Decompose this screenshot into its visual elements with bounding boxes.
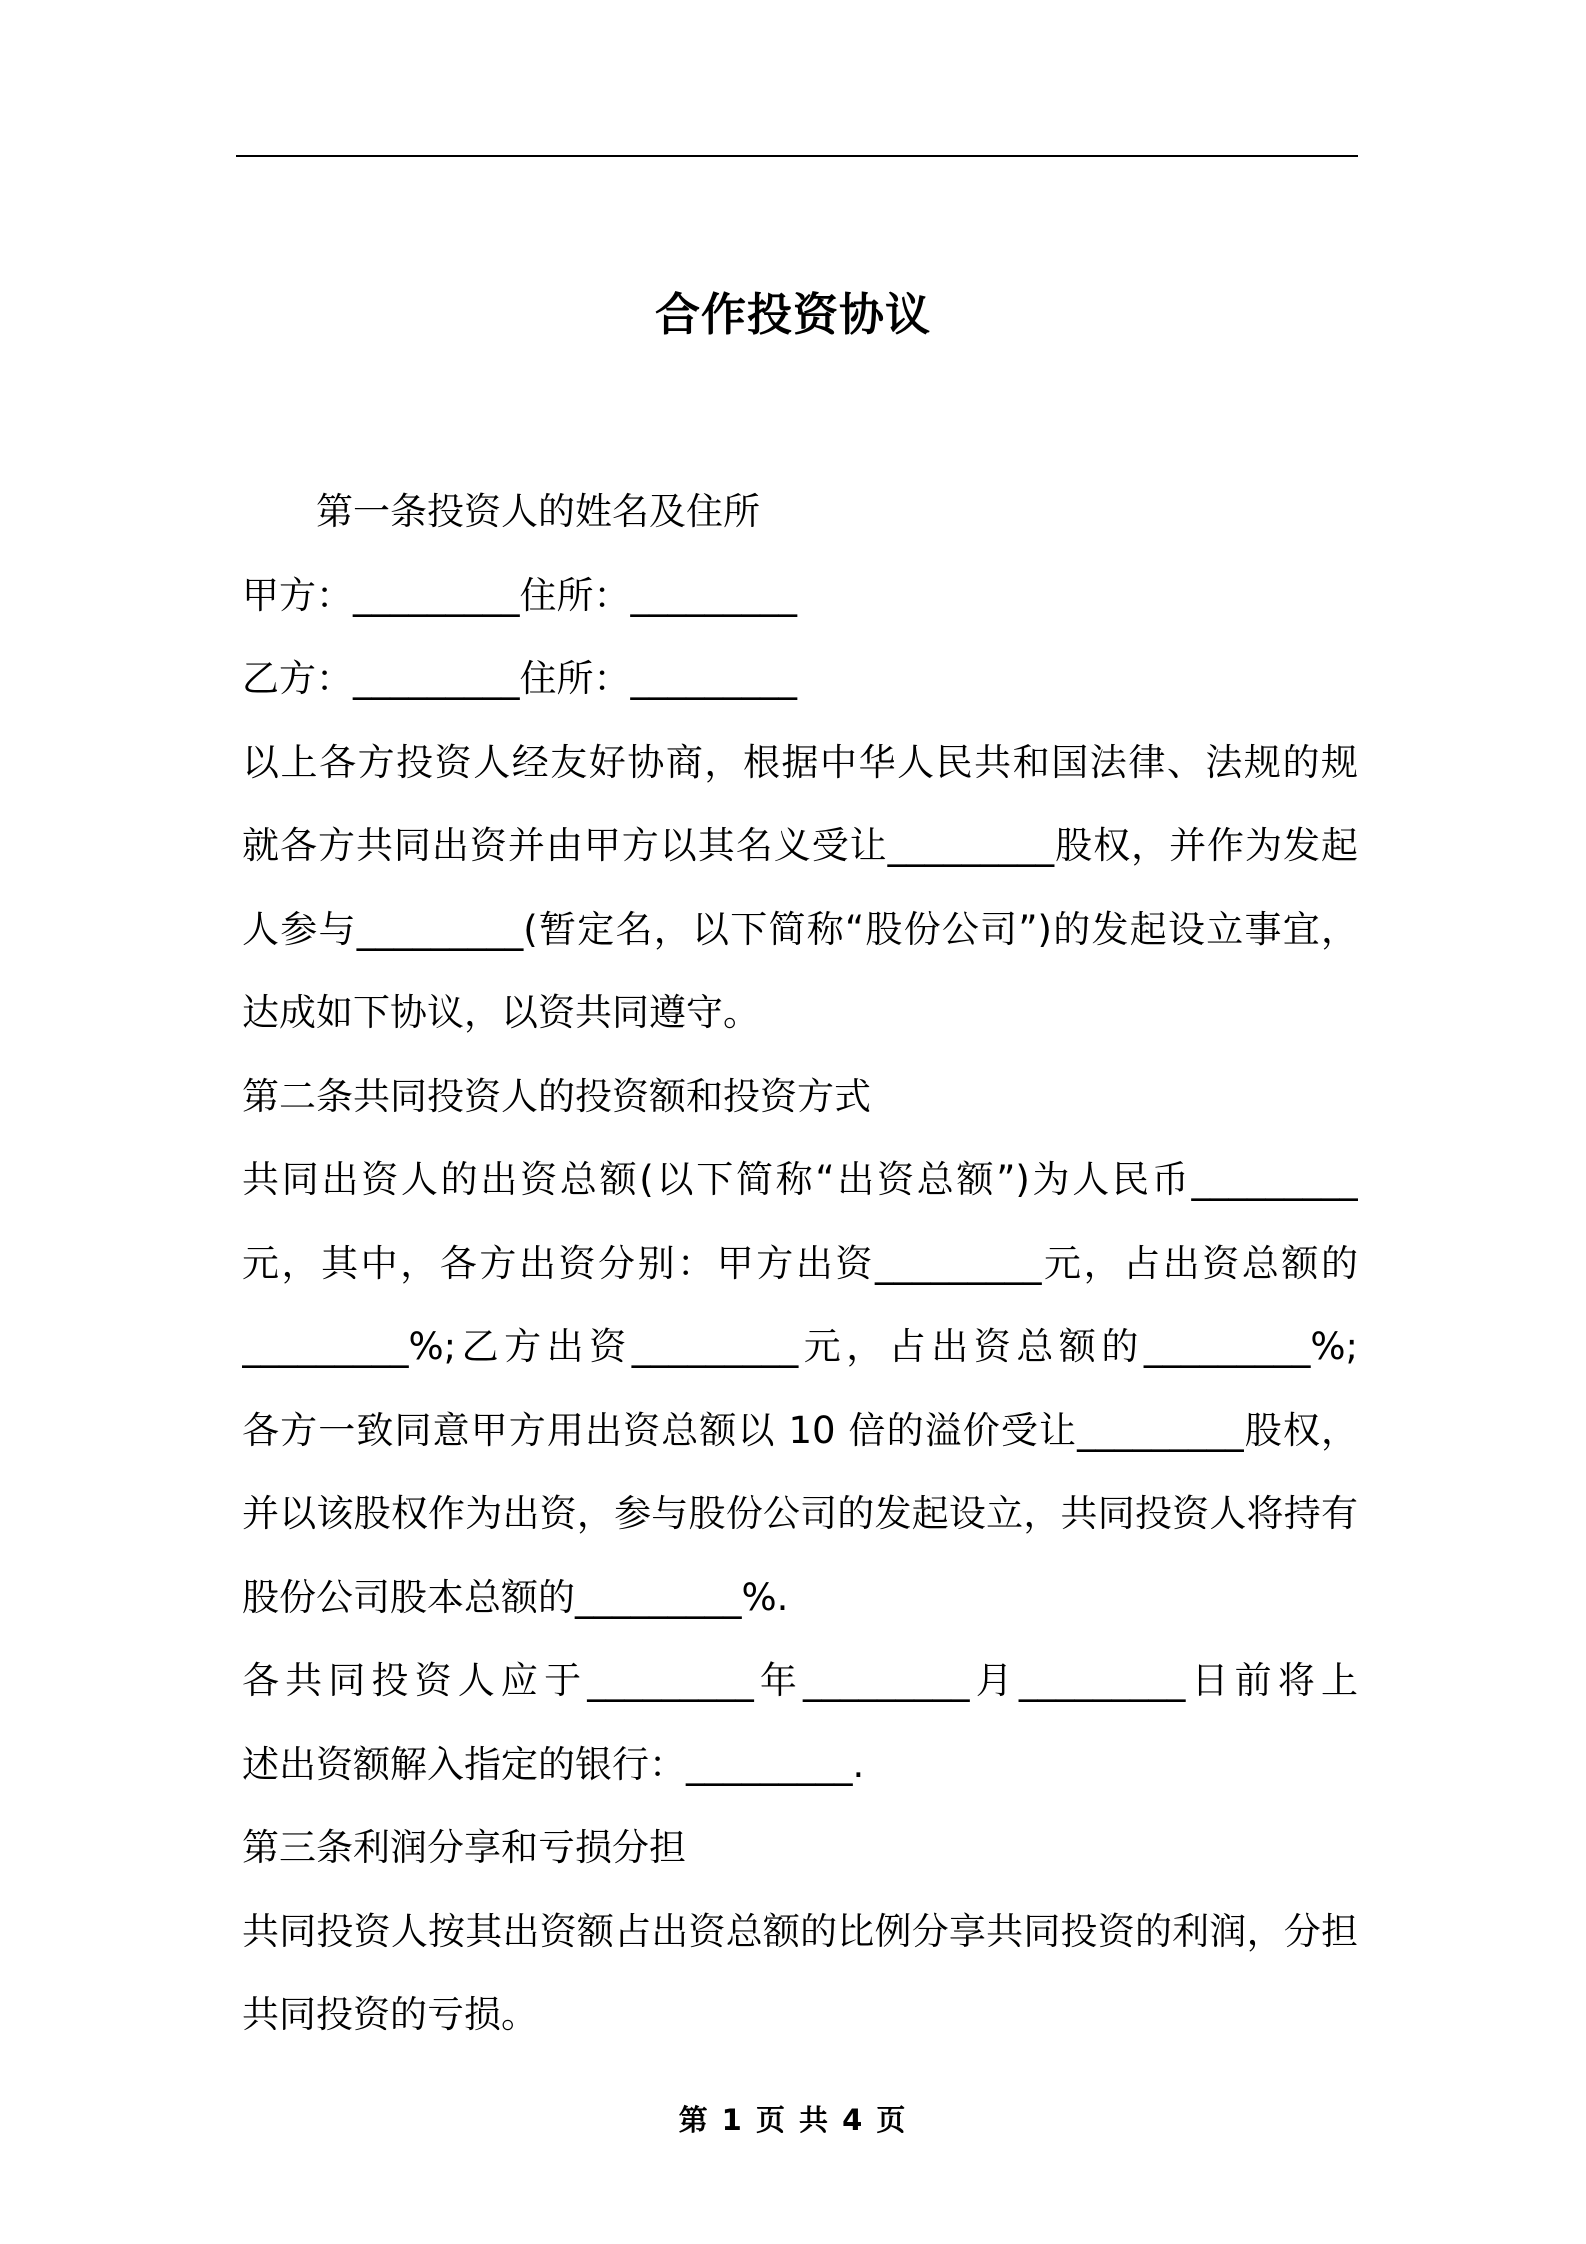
paragraph-line: 共同出资人的出资总额(以下简称“出资总额”)为人民币_________: [242, 1158, 1358, 1201]
article-2-heading: 第二条共同投资人的投资额和投资方式: [242, 1074, 871, 1118]
paragraph-line: 达成如下协议，以资共同遵守。: [242, 991, 760, 1034]
paragraph-line: 人参与_________(暂定名，以下简称“股份公司”)的发起设立事宜，: [242, 907, 1358, 951]
header-rule: [236, 155, 1358, 157]
paragraph-line: 以上各方投资人经友好协商，根据中华人民共和国法律、法规的规: [242, 740, 1358, 784]
document-body: [242, 470, 1358, 2057]
document-title: 合作投资协议: [654, 288, 931, 341]
paragraph-line: 股份公司股本总额的_________%.: [242, 1575, 789, 1619]
paragraph-line: 共同投资人按其出资额占出资总额的比例分享共同投资的利润，分担: [242, 1909, 1358, 1953]
party-a-line: 甲方：_________住所：_________: [242, 573, 797, 617]
page-number: 第 1 页 共 4 页: [678, 2103, 908, 2137]
paragraph-line: 就各方共同出资并由甲方以其名义受让_________股权，并作为发起: [242, 824, 1358, 867]
article-1-heading: 第一条投资人的姓名及住所: [316, 490, 760, 533]
paragraph-line: 各方一致同意甲方用出资总额以 10 倍的溢价受让_________股权，: [242, 1408, 1358, 1452]
paragraph-line: 述出资额解入指定的银行：_________.: [242, 1742, 865, 1786]
paragraph-line: 元，其中，各方出资分别：甲方出资_________元，占出资总额的: [242, 1241, 1358, 1285]
paragraph-line: 各共同投资人应于_________年_________月_________日前将上: [242, 1659, 1358, 1702]
article-3-heading: 第三条利润分享和亏损分担: [242, 1826, 686, 1869]
paragraph-line: _________%;乙方出资_________元，占出资总额的_________%;: [242, 1325, 1358, 1368]
paragraph-line: 并以该股权作为出资，参与股份公司的发起设立，共同投资人将持有: [242, 1492, 1358, 1535]
party-b-line: 乙方：_________住所：_________: [242, 657, 797, 700]
paragraph-line: 共同投资的亏损。: [242, 1993, 538, 2036]
